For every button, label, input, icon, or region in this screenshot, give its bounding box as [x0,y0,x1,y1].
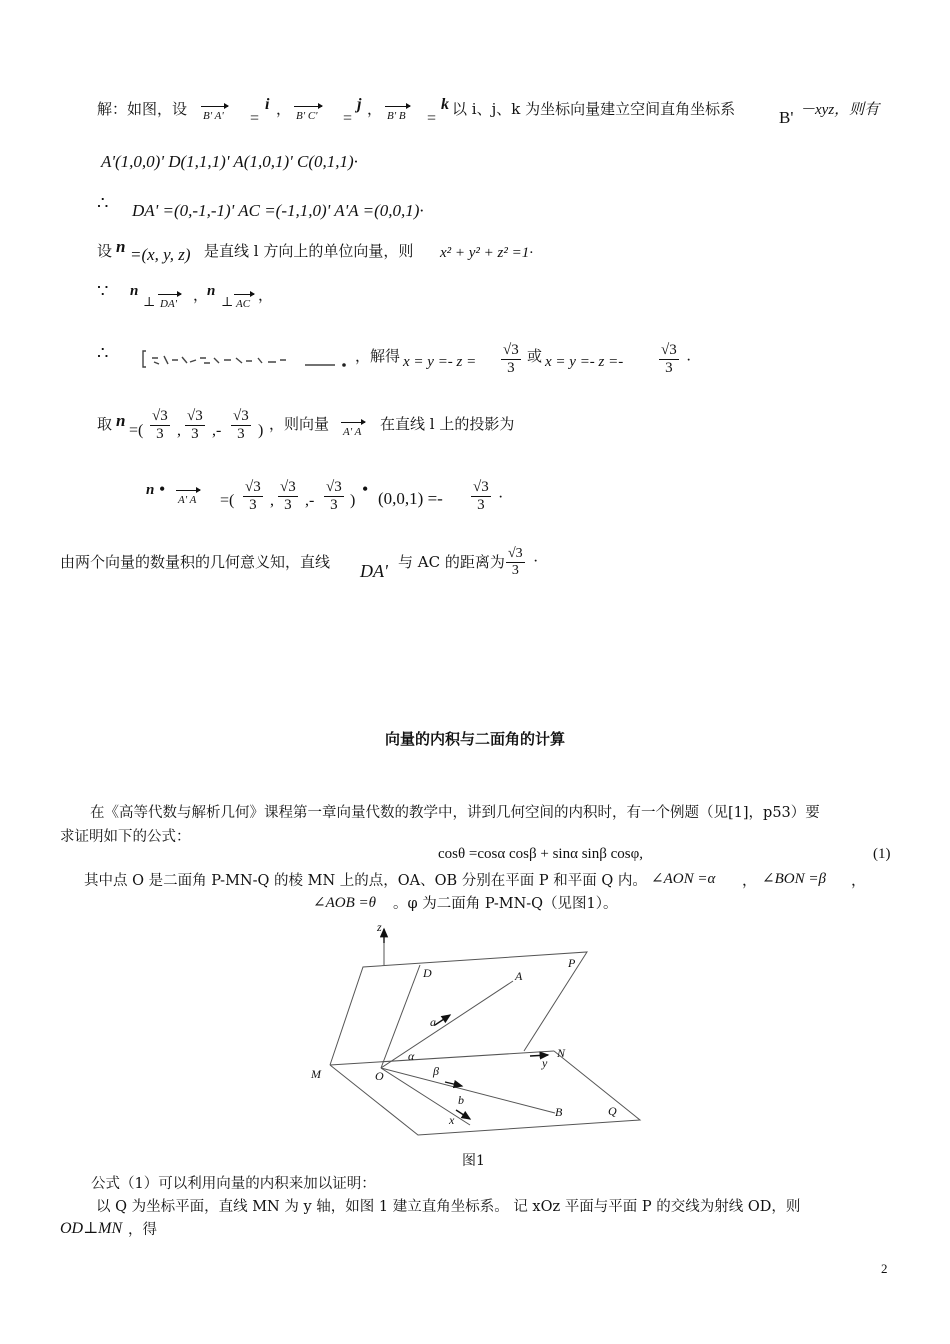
coord-system-text: 以 i、j、k 为坐标向量建立空间直角坐标系 [452,100,736,118]
unit-j: j [357,96,362,113]
para1-line2: 求证明如下的公式： [60,829,191,845]
para4-line1: 以 Q 为坐标平面，直线 MN 为 y 轴，如图 1 建立直角坐标系。 记 xOz 平面与平面 P 的交线为射线 OD，则 [96,1199,801,1215]
xyz-suffix: －xyz，则有 [800,102,880,118]
label-Q: Q [608,1104,617,1118]
projection-text-1: ，则向量 [269,415,330,433]
projection-text-2: 在直线 l 上的投影为 [380,415,515,433]
vector-BA: B' A' [203,110,224,122]
label-z: z [377,920,382,934]
label-M: M [311,1067,321,1081]
unit-equation: x² + y² + z² =1· [440,245,534,261]
figure-1-dihedral-angle [300,915,660,1145]
para2-line1: 其中点 O 是二面角 P-MN-Q 的棱 MN 上的点，OA、OB 分别在平面 P 和平面 Q 内。 [84,873,647,889]
formula-number: (1) [873,846,891,862]
therefore-symbol: ∴ [97,193,109,214]
label-B: B [555,1105,563,1119]
frac-sqrt3-3: $\frac{√3}{3}$ [503,342,519,376]
n-definition: =(x, y, z) [130,245,191,264]
label-P: P [568,956,576,970]
para3: 公式（1）可以利用向量的内积来加以证明： [91,1176,376,1192]
label-x: x [449,1113,455,1127]
solution-intro: 解：如图，设 [97,100,188,118]
vector-AC: AC [236,298,251,310]
label-D: D [423,966,432,980]
label-A: A [515,969,523,983]
para2-line2: 。φ 为二面角 P-MN-Q（见图1）。 [393,896,618,912]
vector-BC: B' C' [296,110,318,122]
angle-BON: ∠BON =β [762,871,826,887]
unit-i: i [265,96,270,113]
origin-label: B' [779,108,794,127]
because-symbol: ∵ [97,281,109,302]
para1-line1: 在《高等代数与解析几何》课程第一章向量代数的教学中，讲到几何空间的内积时，有一个例题（见[1]，p53）要 [90,805,820,821]
distance-value: $\frac{√3}{3}$ [508,546,523,578]
garbled-system-of-equations [140,348,350,370]
vector-n: n [116,237,126,256]
angle-AON: ∠AON =α [651,871,716,887]
unit-vector-text: 是直线 l 方向上的单位向量，则 [204,242,414,260]
label-N: N [557,1046,566,1060]
therefore-symbol-2: ∴ [97,343,109,364]
label-a: a [430,1015,436,1029]
label-alpha: α [408,1049,415,1063]
section-title: 向量的内积与二面角的计算 [384,730,565,748]
label-y: y [542,1056,548,1070]
solution-2: x = y =- z =- [545,354,624,370]
page-number: 2 [881,1261,888,1276]
frac-sqrt3-3-b: $\frac{√3}{3}$ [661,342,677,376]
vector-DA: DA' [160,298,178,310]
label-O: O [375,1069,384,1083]
vector-BB: B' B [387,110,406,122]
para4-math: OD⊥MN [60,1220,123,1237]
points-line: A'(1,0,0)' D(1,1,1)' A(1,0,1)' C(0,1,1)· [101,152,358,171]
conclusion-text: 由两个向量的数量积的几何意义知，直线 [60,553,331,571]
figure-caption: 图1 [462,1153,485,1169]
unit-k: k [441,96,449,113]
vector-AA: A' A [343,426,362,438]
vectors-line: DA' =(0,-1,-1)' AC =(-1,1,0)' A'A =(0,0,1)· [132,201,424,220]
angle-AOB: ∠AOB =θ [313,895,376,911]
solve-text: ，解得 [355,347,401,365]
label-b: b [458,1093,464,1107]
solution-1: x = y =- z = [403,354,477,370]
dot-line-tail: (0,0,1) =- [378,489,443,508]
main-formula: cosθ =cosα cosβ + sinα sinβ cosφ, [438,846,643,862]
label-beta: β [433,1064,439,1078]
